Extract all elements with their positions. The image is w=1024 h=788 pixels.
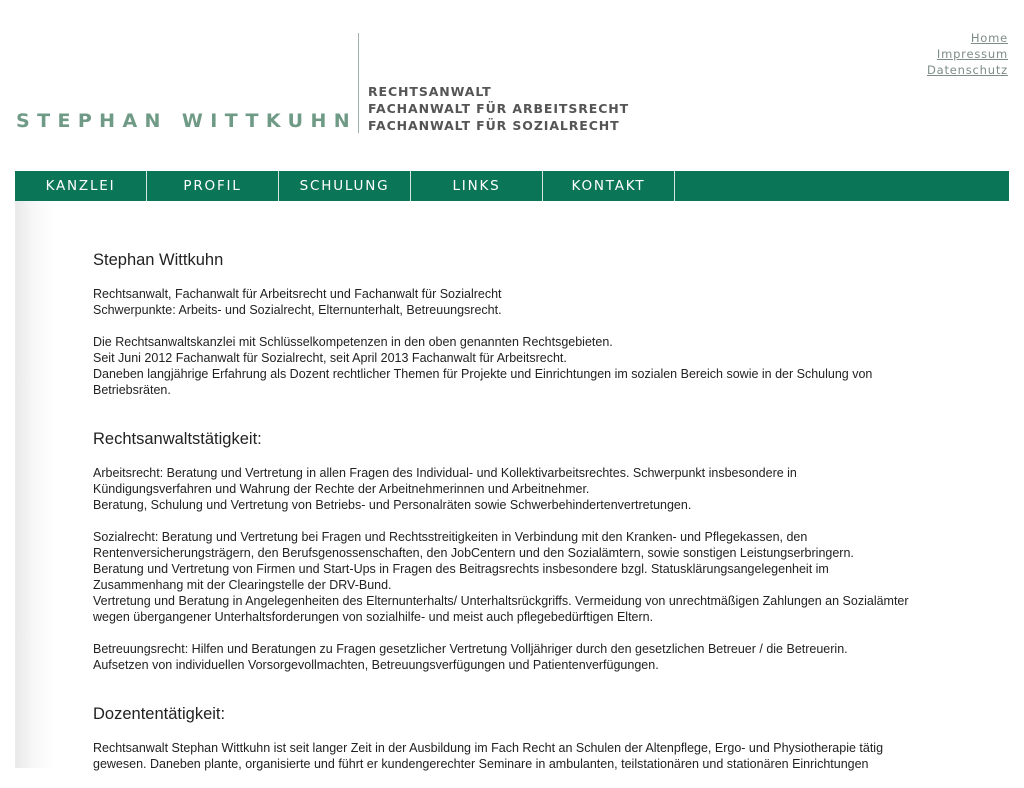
nav-item-kanzlei[interactable]: KANZLEI: [15, 171, 147, 201]
nav-item-profil[interactable]: PROFIL: [147, 171, 279, 201]
main-content: [93, 246, 913, 788]
logo-title-sozialrecht: FACHANWALT FÜR SOZIALRECHT: [368, 118, 620, 133]
text-line: Aufsetzen von individuellen Vorsorgevollmachten, Betreuungsverfügungen und Patientenverfügungen.: [93, 658, 659, 672]
logo-divider: [358, 33, 359, 133]
text-line: Beratung, Schulung und Vertretung von Betriebs- und Personalräten sowie Schwerbehindertenvertretungen.: [93, 498, 692, 512]
logo-title-rechtsanwalt: RECHTSANWALT: [368, 84, 492, 99]
text-line: Seit Juni 2012 Fachanwalt für Sozialrecht, seit April 2013 Fachanwalt für Arbeitsrecht.: [93, 351, 567, 365]
text-line: Rechtsanwalt Stephan Wittkuhn ist seit langer Zeit in der Ausbildung im Fach Recht an Schulen der Altenpflege, Ergo- und Physiotherapie tätig gewesen. Daneben plante, organisierte und führt er kundengerechter Seminare in ambulanten, teilstationären und stationären Einrichtungen: [93, 741, 884, 771]
text-line: Sozialrecht: Beratung und Vertretung bei Fragen und Rechtsstreitigkeiten in Verbindung mit den Kranken- und Pflegekassen, den Rentenversicherungsträgern, den Berufsgenossenschaften, den JobCentern und den Sozialämtern, sowie sonstigen Leistungserbringern.: [93, 530, 854, 560]
text-line: Die Rechtsanwaltskanzlei mit Schlüsselkompetenzen in den oben genannten Rechtsgebieten.: [93, 335, 613, 349]
text-line: Vertretung und Beratung in Angelegenheiten des Elternunterhalts/ Unterhaltsrückgriffs. Vermeidung von unrechtmäßigen Zahlungen an Sozialämter wegen übergangener Unterhaltsforderungen von sozialhilfe- und meist auch pflegebedürftigen Eltern.: [93, 594, 909, 624]
logo-titles: [368, 83, 629, 134]
arbeitsrecht-paragraph: [93, 465, 913, 513]
logo-title-arbeitsrecht: FACHANWALT FÜR ARBEITSRECHT: [368, 101, 630, 116]
nav-item-kontakt[interactable]: KONTAKT: [543, 171, 675, 201]
text-line: Schwerpunkte: Arbeits- und Sozialrecht, Elternunterhalt, Betreuungsrecht.: [93, 303, 502, 317]
betreuungsrecht-paragraph: [93, 641, 913, 673]
text-line: Betreuungsrecht: Hilfen und Beratungen zu Fragen gesetzlicher Vertretung Volljähriger durch den gesetzlichen Betreuer / die Betreuerin.: [93, 642, 848, 656]
nav-item-links[interactable]: LINKS: [411, 171, 543, 201]
text-line: Beratung und Vertretung von Firmen und Start-Ups in Fragen des Beitragsrechts insbesondere bzgl. Statusklärungsangelegenheit im Zusammenhang mit der Clearingstelle der DRV-Bund.: [93, 562, 829, 592]
datenschutz-link[interactable]: Datenschutz: [926, 63, 1008, 77]
text-line: Rechtsanwalt, Fachanwalt für Arbeitsrecht und Fachanwalt für Sozialrecht: [93, 287, 502, 301]
nav-item-schulung[interactable]: SCHULUNG: [279, 171, 411, 201]
dozent-paragraph: [93, 740, 913, 772]
impressum-link[interactable]: Impressum: [936, 47, 1008, 61]
logo-name[interactable]: STEPHAN WITTKUHN: [16, 110, 358, 132]
text-line: Daneben langjährige Erfahrung als Dozent rechtlicher Themen für Projekte und Einrichtungen im sozialen Bereich sowie in der Schulung von Betriebsräten.: [93, 367, 873, 397]
home-link[interactable]: Home: [970, 31, 1008, 45]
section-heading-dozent: Dozententätigkeit:: [93, 705, 226, 723]
sozialrecht-paragraph: [93, 529, 913, 625]
main-nav: [15, 171, 1009, 201]
intro-paragraph-1: [93, 286, 913, 318]
text-line: Arbeitsrecht: Beratung und Vertretung in allen Fragen des Individual- und Kollektivarbeitsrechtes. Schwerpunkt insbesondere in Kündigungsverfahren und Wahrung der Rechte der Arbeitnehmerinnen und Arbeitnehmer.: [93, 466, 797, 496]
top-links: [927, 30, 1008, 78]
section-heading-rechtsanwalt: Rechtsanwaltstätigkeit:: [93, 430, 262, 448]
page-title: Stephan Wittkuhn: [93, 251, 224, 269]
intro-paragraph-2: [93, 334, 913, 398]
